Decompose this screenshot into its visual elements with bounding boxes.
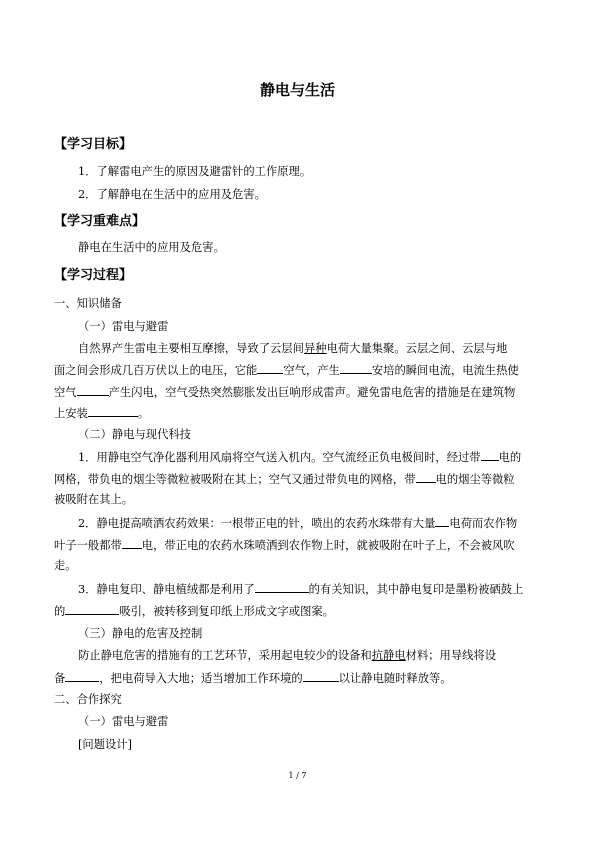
fill-blank (416, 471, 436, 483)
part1-heading: 一、知识储备 (54, 297, 122, 310)
paragraph-line: 上安装 。 (54, 407, 150, 420)
part2-heading: 二、合作探究 (54, 693, 122, 706)
fill-blank (303, 670, 339, 682)
fill-blank (77, 384, 109, 396)
paragraph-line: 1．用静电空气净化器利用风扇将空气送入机内。空气流经正负电极间时，经过带 电的 (78, 451, 522, 464)
page-number: 1 / 7 (288, 771, 307, 780)
fill-blank (65, 670, 99, 682)
part2-sub1-heading: （一）雷电与避雷 (78, 715, 169, 728)
fill-blank (481, 449, 499, 461)
fill-blank (255, 581, 309, 593)
fill-blank (88, 405, 138, 417)
part1-sub2-heading: （二）静电与现代科技 (78, 428, 191, 441)
paragraph-line: 被吸附在其上。 (54, 493, 134, 506)
question-design-label: [问题设计] (78, 738, 133, 751)
paragraph-line: 网格，带负电的烟尘等微粒被吸附在其上；空气又通过带负电的网格，带 电的烟尘等微粒 (54, 473, 515, 486)
fill-blank (257, 362, 283, 374)
fill-blank (65, 603, 119, 615)
fill-blank (122, 537, 142, 549)
paragraph-line: 3．静电复印、静电植绒都是利用了 的有关知识，其中静电复印是墨粉被硒鼓上 (78, 583, 524, 596)
paragraph-line: 空气 产生闪电，空气受热突然膨胀发出巨响形成雷声。避免雷电危害的措施是在建筑物 (54, 386, 516, 399)
fill-blank (435, 515, 449, 527)
paragraph-line: 2．静电提高喷洒农药效果：一根带正电的针，喷出的农药水珠带有大量 电荷而农作物 (78, 517, 518, 530)
fill-blank (340, 362, 372, 374)
key-point-text: 静电在生活中的应用及危害。 (78, 241, 225, 254)
paragraph-line: 叶子一般都带 电，带正电的农药水珠喷洒到农作物上时，就被吸附在叶子上，不会被风吹 (54, 539, 515, 552)
page-title: 静电与生活 (259, 81, 335, 99)
part1-sub1-heading: （一）雷电与避雷 (78, 320, 169, 333)
underlined-term: 抗静电 (371, 649, 406, 662)
section-heading-process: 【学习过程】 (54, 268, 133, 283)
paragraph-line: 走。 (54, 559, 77, 572)
paragraph-line: 面之间会形成几百万伏以上的电压，它能 空气，产生 安培的瞬间电流，电流生热使 (54, 364, 519, 377)
section-heading-key-points: 【学习重难点】 (54, 214, 146, 229)
paragraph-line: 防止静电危害的措施有的工艺环节，采用起电较少的设备和抗静电材料；用导线将设 (78, 649, 497, 662)
goal-item-2: 2．了解静电在生活中的应用及危害。 (78, 188, 266, 201)
section-heading-goals: 【学习目标】 (54, 137, 133, 152)
goal-item-1: 1．了解雷电产生的原因及避雷针的工作原理。 (78, 165, 312, 178)
paragraph-line: 的 吸引，被转移到复印纸上形成文字或图案。 (54, 605, 334, 618)
part1-sub3-heading: （三）静电的危害及控制 (78, 627, 203, 640)
underlined-term: 异种 (303, 342, 327, 355)
paragraph-line: 备 ，把电荷导入大地；适当增加工作环境的 以让静电随时释放等。 (54, 672, 452, 685)
paragraph-line: 自然界产生雷电主要相互摩擦，导致了云层间异种电荷大量集聚。云层之间、云层与地 (78, 342, 508, 355)
